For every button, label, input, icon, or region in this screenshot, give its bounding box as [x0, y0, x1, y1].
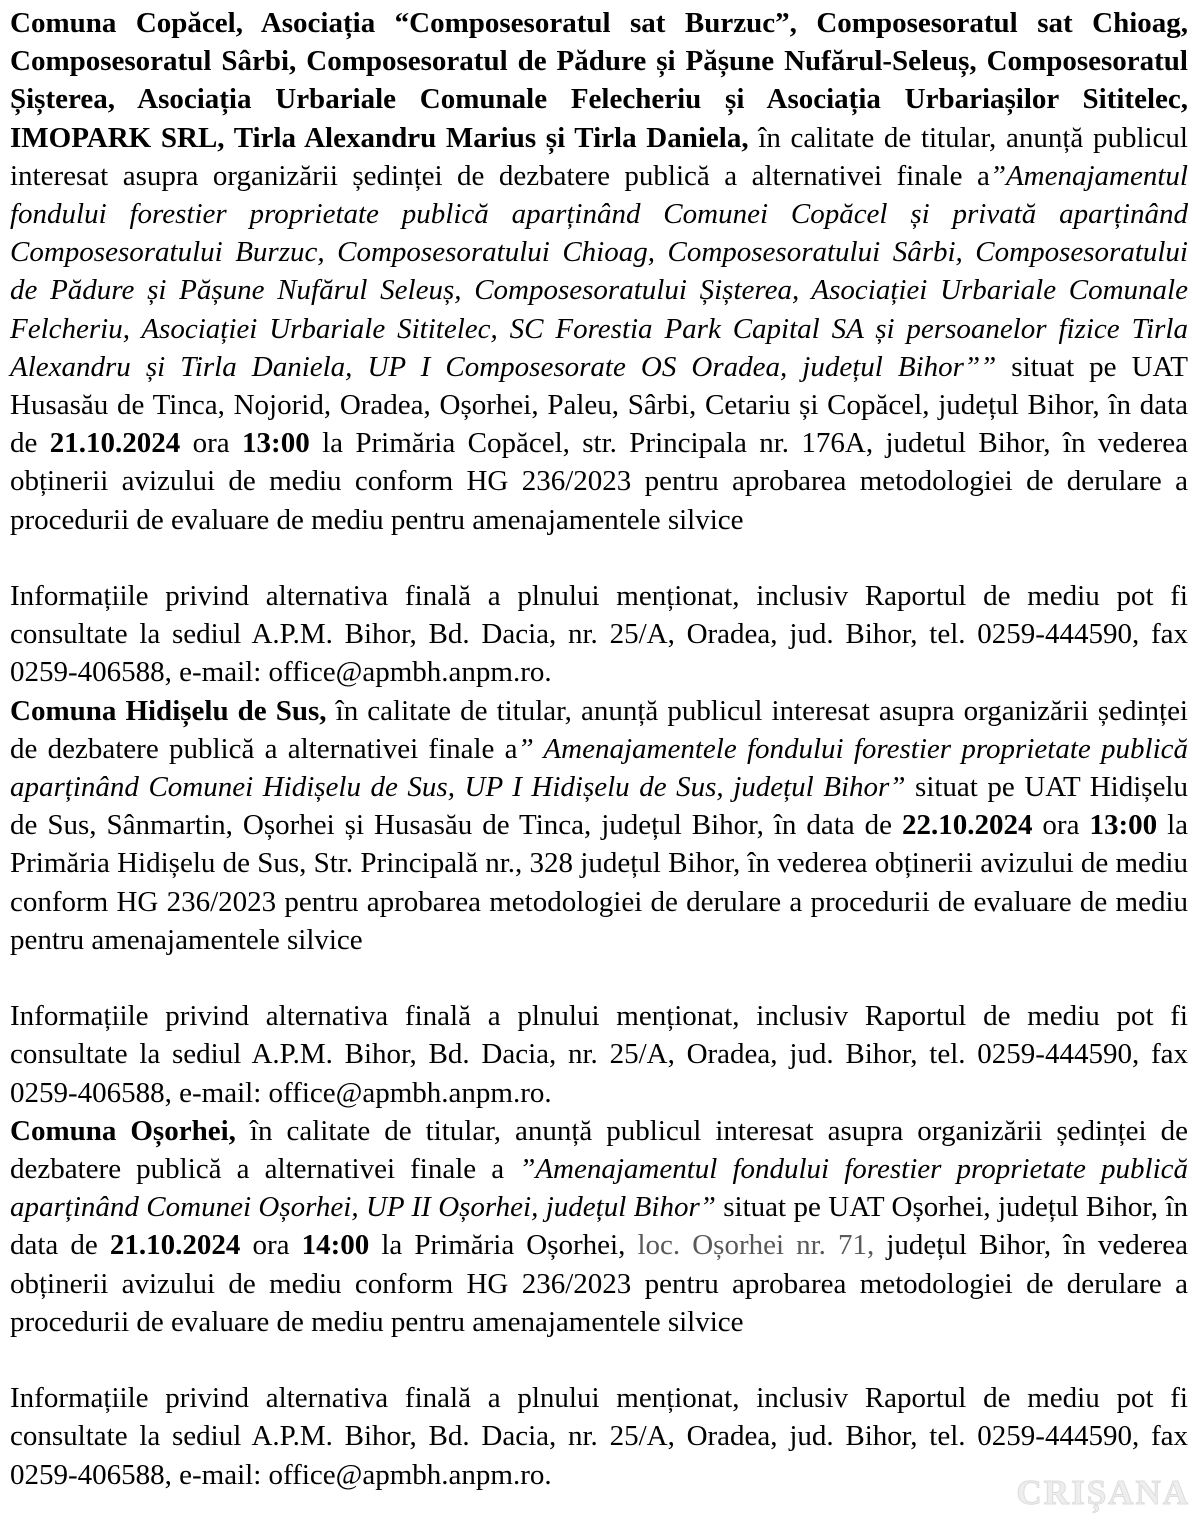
crisana-watermark: CRIȘANA: [1016, 1473, 1190, 1512]
text-run: la Primăria Oșorhei,: [369, 1229, 638, 1262]
document-body: [10, 4, 1188, 1527]
text-run: Informațiile privind alternativa finală a plnului menționat, inclusiv Raportul de mediu pot fi consultate la sediul A.P.M. Bihor, Bd. Dacia, nr. 25/A, Oradea, jud. Bihor, tel. 0259-444590, fax 0259-406588, e-mail: office@apmbh.anpm.ro.: [10, 1000, 1188, 1109]
text-run: în calitate de titular, anunță publicul interesat asupra organizării ședinței de dezbatere publică a alternativei finale a: [10, 694, 1188, 765]
text-run: Comuna Oșorhei,: [10, 1114, 250, 1147]
text-run: 21.10.2024: [49, 427, 181, 460]
text-run: în calitate de titular, anunță publicul interesat asupra organizării ședinței de dezbatere publică a alternativei finale a: [10, 121, 1188, 192]
text-run: loc. Oșorhei nr. 71,: [637, 1229, 875, 1262]
text-run: Informațiile privind alternativa finală a plnului menționat, inclusiv Raportul de mediu pot fi consultate la sediul A.P.M. Bihor, Bd. Dacia, nr. 25/A, Oradea, jud. Bihor, tel. 0259-444590, fax 0259-406588, e-mail: office@apmbh.anpm.ro.: [10, 1382, 1188, 1491]
text-run: în calitate de titular, anunță publicul interesat asupra organizării ședinței de dezbatere publică a alternativei finale a: [10, 1114, 1188, 1186]
text-run: 13:00: [1089, 809, 1158, 842]
paragraph-notice-hidiselu-de-sus: [10, 692, 1188, 959]
text-run: la Primăria Copăcel, str. Principala nr. 176A, judetul Bihor, în vederea obținerii avizului de mediu conform HG 236/2023 pentru aprobarea metodologiei de derulare a procedurii de evaluare de mediu pentru amenajamentele silvice: [10, 427, 1188, 536]
text-run: Comuna Copăcel, Asociația “Composesoratul sat Burzuc”, Composesoratul sat Chioag, Composesoratul Sârbi, Composesoratul de Pădure și Pășune Nufărul-Seleuș, Composesoratul Șișterea, Asociația Urbariale Comunale Felecheriu și Asociația Urbariașilor Sititelec, IMOPARK SRL, Tirla Alexandru Marius și Tirla Daniela,: [10, 7, 1188, 154]
text-run: situat pe UAT Husasău de Tinca, Nojorid, Oradea, Oșorhei, Paleu, Sârbi, Cetariu și Copăcel, județul Bihor, în data de: [10, 350, 1188, 460]
text-run: ”Amenajamentul fondului forestier proprietate publică aparținând Comunei Oșorhei, UP II Oșorhei, județul Bihor”: [10, 1153, 1188, 1224]
text-run: situat pe UAT Oșorhei, județul Bihor, în data de: [10, 1191, 1188, 1262]
text-run: situat pe UAT Hidișelu de Sus, Sânmartin, Oșorhei și Husasău de Tinca, județul Bihor, în data de: [10, 771, 1188, 842]
paragraph-contact-info-2: [10, 997, 1188, 1112]
text-run: județul Bihor, în vederea obținerii avizului de mediu conform HG 236/2023 pentru aprobarea metodologiei de derulare a procedurii de evaluare de mediu pentru amenajamentele silvice: [10, 1229, 1189, 1338]
text-run: Informațiile privind alternativa finală a plnului menționat, inclusiv Raportul de mediu pot fi consultate la sediul A.P.M. Bihor, Bd. Dacia, nr. 25/A, Oradea, jud. Bihor, tel. 0259-444590, fax 0259-406588, e-mail: office@apmbh.anpm.ro.: [10, 580, 1188, 689]
text-run: 14:00: [301, 1229, 370, 1262]
text-run: ”Amenajamentul fondului forestier proprietate publică aparținând Comunei Copăcel și privată aparținând Composesoratului Burzuc, Composesoratului Chioag, Composesoratului Sârbi, Composesoratului de Pădure și Pășune Nufărul Seleuș, Composesoratului Șișterea, Asociației Urbariale Comunale Felcheriu, Asociației Urbariale Sititelec, SC Forestia Park Capital SA și persoanelor fizice Tirla Alexandru și Tirla Daniela, UP I Composesorate OS Oradea, județul Bihor””: [10, 159, 1188, 383]
paragraph-contact-info-3: [10, 1379, 1188, 1494]
text-run: 21.10.2024: [109, 1229, 241, 1262]
text-run: ” Amenajamentele fondului forestier proprietate publică aparținând Comunei Hidișelu de Sus, UP I Hidișelu de Sus, județul Bihor”: [10, 732, 1188, 804]
paragraph-contact-info-1: [10, 577, 1188, 692]
text-run: ora: [240, 1229, 302, 1262]
paragraph-notice-copacel: [10, 4, 1188, 539]
text-run: 13:00: [242, 427, 310, 460]
text-run: ora: [1032, 809, 1090, 842]
text-run: ora: [180, 427, 243, 460]
paragraph-notice-osorhei: [10, 1112, 1188, 1341]
text-run: Comuna Hidișelu de Sus,: [10, 694, 336, 727]
text-run: 22.10.2024: [901, 809, 1033, 842]
text-run: la Primăria Hidișelu de Sus, Str. Principală nr., 328 județul Bihor, în vederea obținerii avizului de mediu conform HG 236/2023 pentru aprobarea metodologiei de derulare a procedurii de evaluare de mediu pentru amenajamentele silvice: [10, 809, 1189, 956]
